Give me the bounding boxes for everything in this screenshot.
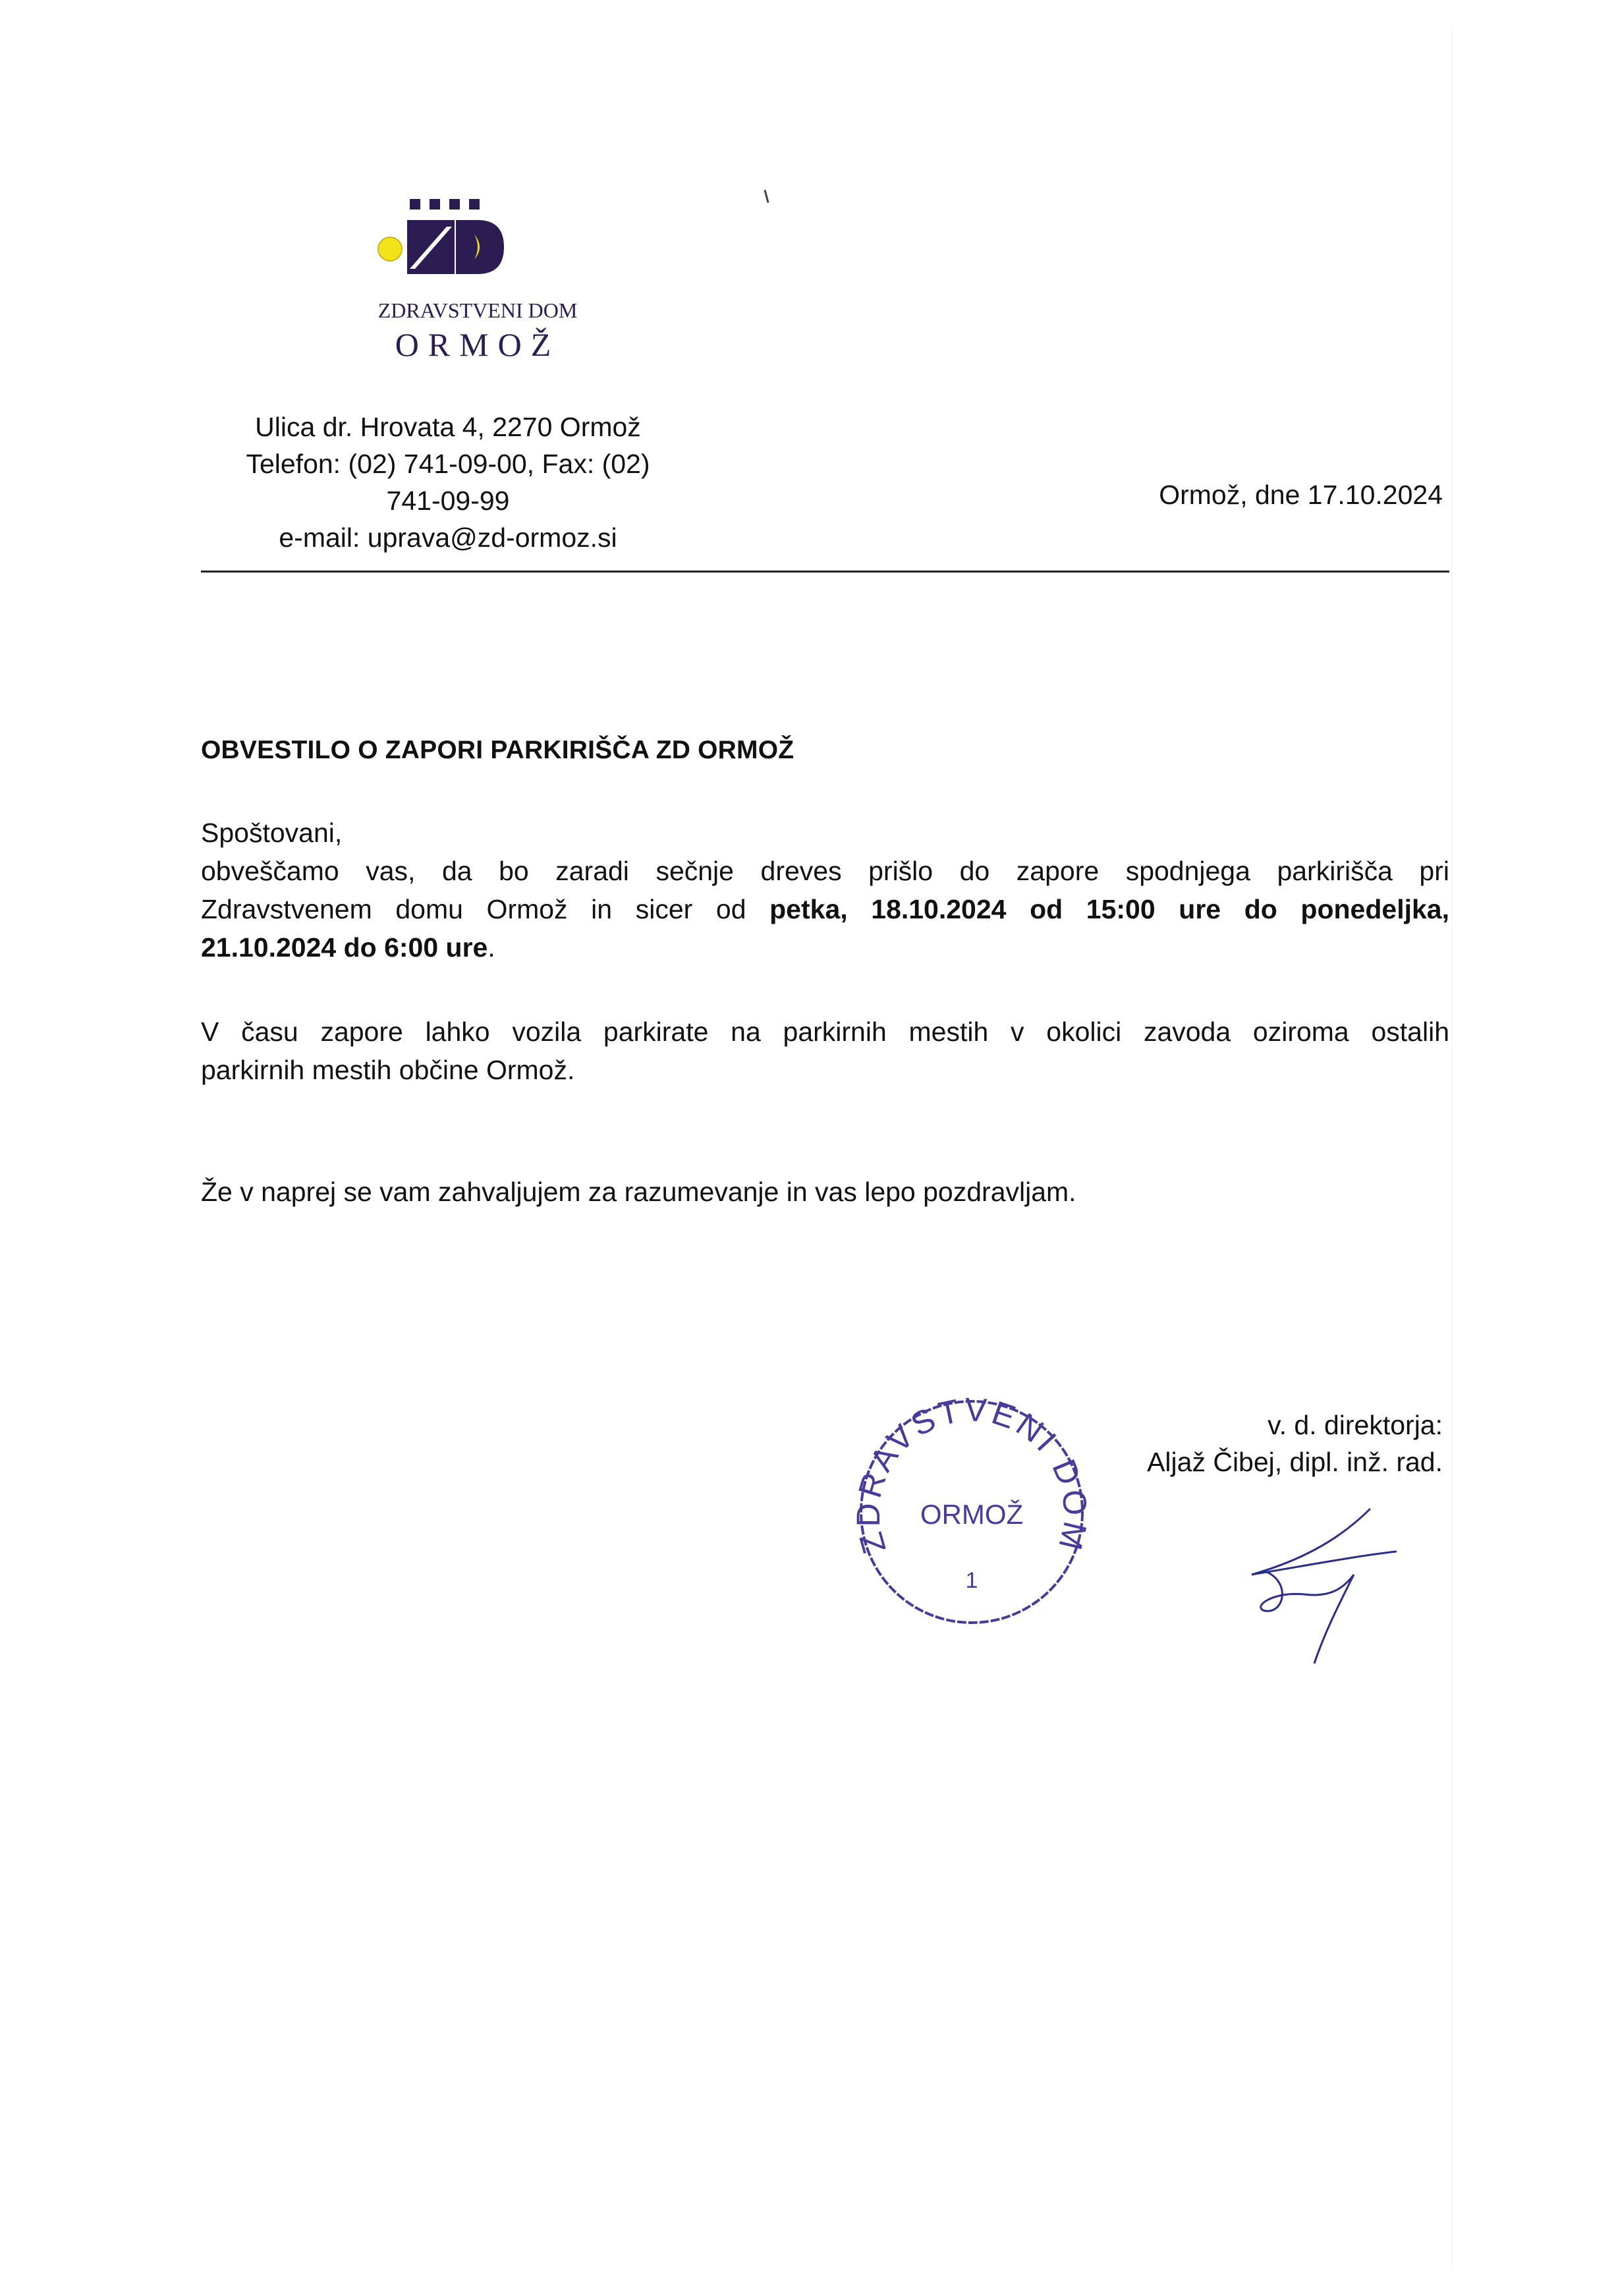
paragraph-line: parkirnih mestih občine Ormož.	[201, 1055, 575, 1085]
paragraph-line: V času zapore lahko vozila parkirate na parkirnih mestih v okolici zavoda oziroma ostalih	[201, 1017, 1449, 1047]
paragraph-alternative-parking	[201, 1013, 1449, 1089]
logo-name-line1: ZDRAVSTVENI DOM	[377, 298, 578, 322]
address-line: Telefon: (02) 741-09-00, Fax: (02)	[246, 449, 650, 479]
signature-block	[1054, 1407, 1443, 1480]
scan-edge-line	[1451, 26, 1452, 2266]
text-span: .	[488, 932, 495, 963]
address-line: Ulica dr. Hrovata 4, 2270 Ormož	[255, 412, 641, 442]
signer-role: v. d. direktorja:	[1268, 1410, 1443, 1440]
paragraph-line	[201, 890, 1449, 928]
official-stamp	[850, 1390, 1094, 1634]
paragraph-line: obveščamo vas, da bo zaradi sečnje dreves prišlo do zapore spodnjega parkirišča pri	[201, 856, 1449, 886]
scan-mark	[764, 190, 769, 203]
logo-name-line2: ORMOŽ	[395, 326, 561, 363]
closure-period-start: petka, 18.10.2024 od 15:00 ure do ponedeljka,	[769, 894, 1449, 924]
address-line: 741-09-99	[386, 486, 510, 516]
text-span: Zdravstvenem domu Ormož in sicer od	[201, 894, 770, 924]
paragraph-intro	[201, 814, 1449, 966]
paragraph-closing: Že v naprej se vam zahvaljujem za razumevanje in vas lepo pozdravljam.	[201, 1177, 1076, 1207]
stamp-number: 1	[965, 1568, 978, 1593]
letter-date: Ormož, dne 17.10.2024	[1159, 480, 1443, 510]
svg-text:ZDRAVSTVENI DOM	[850, 1391, 1094, 1557]
handwritten-signature	[1239, 1502, 1410, 1673]
address-line: e-mail: uprava@zd-ormoz.si	[279, 522, 617, 553]
closure-period-end: 21.10.2024 do 6:00 ure	[201, 932, 488, 963]
stamp-ring-text: ZDRAVSTVENI DOM	[850, 1391, 1094, 1558]
signer-name: Aljaž Čibej, dipl. inž. rad.	[1147, 1447, 1443, 1477]
paragraph-line	[201, 928, 1449, 966]
sender-address	[198, 408, 698, 556]
header-divider	[201, 571, 1449, 573]
greeting: Spoštovani,	[201, 818, 343, 848]
organization-logo	[369, 191, 586, 376]
letter-title: OBVESTILO O ZAPORI PARKIRIŠČA ZD ORMOŽ	[201, 736, 794, 764]
stamp-center-text: ORMOŽ	[920, 1499, 1024, 1530]
